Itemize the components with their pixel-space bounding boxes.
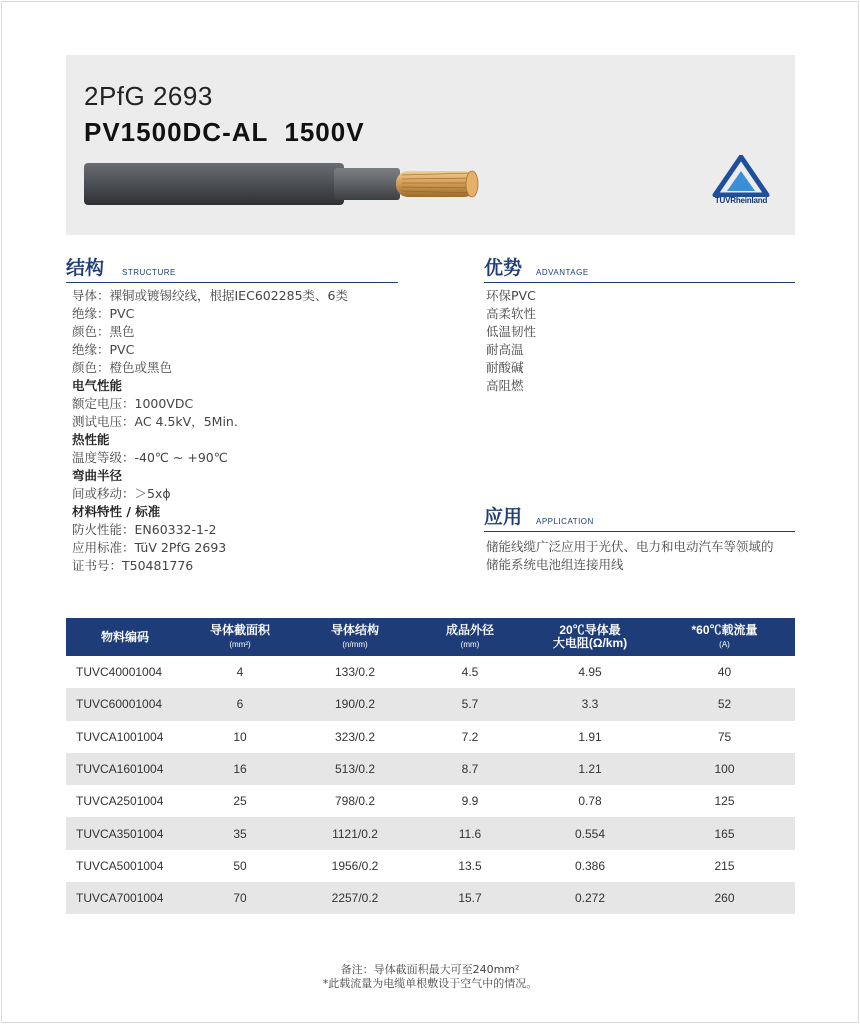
cable-illustration	[84, 163, 484, 205]
structure-subheading: 热性能	[72, 432, 110, 447]
table-cell: 1.21	[526, 753, 654, 785]
material-code-cell: TUVCA1001004	[76, 729, 164, 744]
hero-banner	[66, 55, 795, 235]
table-row	[66, 656, 795, 688]
table-cell: 16	[184, 753, 296, 785]
structure-subheading: 弯曲半径	[72, 468, 123, 483]
header-unit: (A)	[719, 639, 730, 649]
structure-line: 间或移动：＞5xϕ	[72, 486, 171, 501]
header-label: 导体结构	[330, 622, 379, 637]
table-row	[66, 753, 795, 785]
product-title: PV1500DC-AL 1500V	[84, 117, 365, 147]
table-cell: 4	[236, 665, 244, 680]
table-header-cell	[526, 618, 654, 656]
table-header-cell	[66, 618, 184, 656]
advantage-item: 环保PVC	[486, 288, 536, 303]
table-cell: 125	[714, 794, 735, 809]
table-cell: 40	[717, 665, 732, 680]
structure-subheading: 材料特性 / 标准	[72, 504, 161, 519]
application-title: 应用	[484, 506, 523, 528]
structure-line: 证书号：T50481776	[72, 558, 194, 573]
header-label: 20℃导体最	[559, 623, 621, 637]
table-cell: 1956/0.2	[331, 858, 379, 873]
table-cell: 25	[233, 794, 247, 809]
table-row	[66, 817, 795, 849]
table-cell: 50	[233, 858, 247, 873]
header-unit: (mm²)	[229, 639, 251, 649]
structure-line: 应用标准：TüV 2PfG 2693	[72, 540, 227, 555]
table-cell: 2257/0.2	[296, 882, 414, 914]
table-cell: 9.9	[461, 794, 479, 809]
material-code-cell: TUVCA5001004	[76, 858, 164, 873]
table-cell: 4.95	[578, 665, 602, 680]
structure-heading	[66, 253, 398, 283]
table-cell: 6	[184, 688, 296, 720]
structure-list	[72, 287, 402, 575]
table-header-row	[66, 618, 795, 656]
table-cell: 190/0.2	[296, 688, 414, 720]
table-cell: 133/0.2	[334, 665, 376, 680]
table-cell: 15.7	[414, 882, 526, 914]
header-unit: (n/mm)	[342, 639, 368, 649]
table-row	[66, 688, 795, 720]
structure-line: 额定电压：1000VDC	[72, 396, 194, 411]
structure-line: 测试电压：AC 4.5kV，5Min.	[72, 414, 238, 429]
material-code-cell: TUVCA3501004	[66, 817, 184, 849]
material-code-cell: TUVCA7001004	[66, 882, 184, 914]
structure-line: 防火性能：EN60332-1-2	[72, 522, 217, 537]
material-code-cell: TUVCA2501004	[76, 794, 164, 809]
table-cell: 1121/0.2	[296, 817, 414, 849]
material-code-cell: TUVC40001004	[76, 665, 163, 680]
structure-title: 结构	[66, 257, 105, 279]
header-label: 成品外径	[445, 622, 494, 637]
structure-line: 导体：裸铜或镀锡绞线，根据IEC602285类、6类	[72, 288, 348, 303]
material-code-cell: TUVCA1601004	[66, 753, 184, 785]
advantage-item: 耐高温	[486, 342, 524, 357]
application-line: 储能线缆广泛应用于光伏、电力和电动汽车等领域的	[486, 539, 774, 554]
table-row	[66, 882, 795, 914]
application-heading	[484, 502, 795, 532]
table-cell: 0.386	[574, 858, 606, 873]
table-cell: 10	[233, 729, 247, 744]
table-header-cell	[296, 618, 414, 656]
table-cell: 1.91	[578, 729, 602, 744]
advantage-list	[486, 287, 791, 395]
tuv-logo	[711, 155, 771, 210]
note-line-1: 备注：导体截面积最大可至240mm²	[340, 963, 520, 976]
advantage-subtitle: ADVANTAGE	[536, 268, 589, 277]
table-cell: 35	[184, 817, 296, 849]
structure-line: 颜色：黑色	[72, 324, 135, 339]
table-cell: 13.5	[458, 858, 482, 873]
table-cell: 165	[654, 817, 795, 849]
spec-table	[66, 618, 795, 914]
application-subtitle: APPLICATION	[536, 517, 594, 526]
table-cell: 798/0.2	[334, 794, 376, 809]
table-cell: 8.7	[414, 753, 526, 785]
structure-line: 温度等级：-40℃ ~ +90℃	[72, 450, 228, 465]
structure-subtitle: STRUCTURE	[122, 268, 176, 277]
tuv-logo-text: TÜVRheinland	[714, 196, 768, 205]
advantage-title: 优势	[484, 257, 523, 279]
table-cell: 52	[654, 688, 795, 720]
table-cell: 4.5	[461, 665, 479, 680]
header-label: 大电阻(Ω/km)	[552, 636, 628, 650]
advantage-item: 低温韧性	[486, 324, 537, 339]
table-cell: 323/0.2	[334, 729, 376, 744]
advantage-item: 耐酸碱	[486, 360, 524, 375]
header-label: *60℃载流量	[691, 622, 758, 637]
table-header-cell	[184, 618, 296, 656]
header-label: 物料编码	[100, 629, 149, 644]
table-cell: 0.554	[526, 817, 654, 849]
material-code-cell: TUVC60001004	[66, 688, 184, 720]
table-cell: 0.78	[578, 794, 602, 809]
table-row	[66, 850, 795, 882]
structure-line: 绝缘：PVC	[72, 306, 135, 321]
header-label: 导体截面积	[209, 622, 270, 637]
table-row	[66, 785, 795, 817]
table-cell: 215	[714, 858, 735, 873]
advantage-item: 高柔软性	[486, 306, 537, 321]
advantage-item: 高阻燃	[486, 378, 524, 393]
tuv-triangle-icon	[711, 155, 771, 197]
table-cell: 513/0.2	[296, 753, 414, 785]
table-cell: 5.7	[414, 688, 526, 720]
table-body	[66, 656, 795, 914]
table-cell: 260	[654, 882, 795, 914]
structure-line: 颜色：橙色或黑色	[72, 360, 173, 375]
table-cell: 0.272	[526, 882, 654, 914]
table-header-cell	[654, 618, 795, 656]
note-line-2: *此载流量为电缆单根敷设于空气中的情况。	[322, 977, 538, 990]
table-cell: 3.3	[526, 688, 654, 720]
table-cell: 100	[654, 753, 795, 785]
model-title: 2PfG 2693	[84, 81, 213, 111]
application-text	[486, 538, 795, 574]
table-cell: 11.6	[414, 817, 526, 849]
header-unit: (mm)	[460, 639, 480, 649]
structure-line: 绝缘：PVC	[72, 342, 135, 357]
table-header-cell	[414, 618, 526, 656]
table-row	[66, 721, 795, 753]
advantage-heading	[484, 253, 795, 283]
application-line: 储能系统电池组连接用线	[486, 557, 624, 572]
table-cell: 7.2	[461, 729, 479, 744]
structure-subheading: 电气性能	[72, 378, 123, 393]
table-cell: 75	[717, 729, 732, 744]
table-cell: 70	[184, 882, 296, 914]
